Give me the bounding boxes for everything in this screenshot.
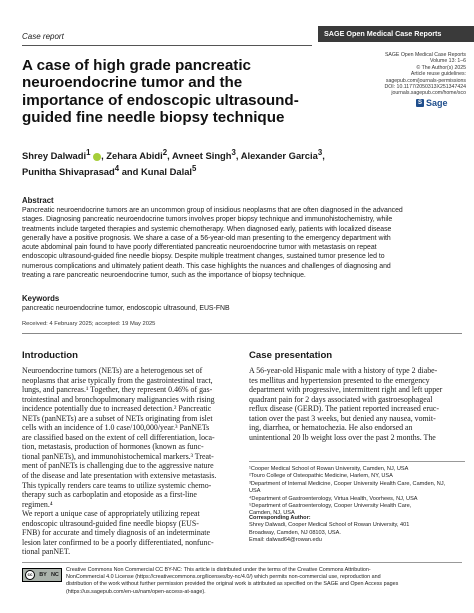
corresponding-line: Broadway, Camden, NJ 08103, USA. — [249, 529, 341, 536]
license-line[interactable]: (https://us.sagepub.com/en-us/nam/open-access-at-sage). — [66, 588, 206, 595]
header-divider — [22, 45, 312, 46]
body-line: tation over the past 3 weeks, but denied any nausea, vomit- — [249, 413, 436, 423]
author-name[interactable]: and Kunal Dalal — [119, 166, 193, 178]
corresponding-email-link[interactable]: Email: dalwad64@rowan.edu — [249, 537, 322, 544]
section-divider — [22, 333, 462, 334]
corresponding-author-block — [249, 515, 465, 545]
body-line: ment of panNETs is challenging due to the aggressive nature — [22, 461, 214, 471]
article-title — [22, 57, 352, 127]
abstract-line: treating a rare pancreatic neuroendocrine tumor, such as the importance of biopsy technique. — [22, 272, 306, 280]
affiliation-marker: 5 — [192, 164, 197, 174]
abstract-line: generally have a positive prognosis. We share a case of a 56-year-old man presenting to the emergency department with — [22, 234, 391, 242]
journal-meta-reuse: Article reuse guidelines: — [410, 71, 466, 78]
affiliation-marker: 4 — [114, 164, 120, 174]
license-line: Creative Commons Non Commercial CC BY-NC: This article is distributed under the terms of the Creative Commons Attribution- — [66, 567, 371, 573]
author-name[interactable]: Punitha Shivaprasad — [22, 166, 115, 178]
affiliation-line: ⁵Department of Gastroenterology, Cooper University Health Care, — [249, 503, 412, 510]
case-presentation-body — [249, 366, 465, 442]
abstract-line: stages. Diagnosing pancreatic neuroendocrine tumors involves proper biopsy technique and immunohistochemistry, while — [22, 216, 393, 224]
body-line: incidence potentially due to increased detection.² Pancreatic — [22, 404, 212, 414]
body-line: lesion later confirmed to be a poorly differentiated, nonfunc- — [22, 537, 214, 547]
body-line: quadrant pain for 2 days associated with gastroesophageal — [249, 394, 433, 404]
keywords-heading: Keywords — [22, 294, 60, 303]
license-line: distribution of the work without further permission provided the original work is attributed as specified on the SAGE and Open Access pages — [66, 581, 399, 588]
body-line: department with progressive, intermittent right and left upper — [249, 385, 443, 395]
body-line: lungs, and pancreas.¹ Together, they represent 0.46% of gas- — [22, 385, 213, 395]
affiliation-marker: 2 — [162, 148, 168, 157]
journal-meta-homepage-link[interactable]: journals.sagepub.com/home/sco — [391, 90, 466, 97]
author-name[interactable]: Shrey Dalwadi — [22, 150, 87, 162]
journal-meta-permissions-link[interactable]: sagepub.com/journals-permissions — [385, 77, 466, 84]
cc-nc-label: NC — [50, 572, 59, 578]
journal-meta-volume: Volume 13: 1–6 — [429, 58, 466, 65]
sage-logo-icon: S — [417, 100, 422, 106]
author-line — [22, 146, 462, 162]
body-line: This typically renders care teams to utilize systemic chemo- — [22, 480, 212, 490]
affiliation-marker: 3 — [231, 148, 236, 157]
title-line: A case of high grade pancreatic — [22, 57, 252, 74]
affiliation-marker: 3 — [317, 148, 323, 157]
author-line — [22, 162, 462, 178]
introduction-heading: Introduction — [22, 350, 78, 361]
title-line: neuroendocrine tumor and the — [22, 74, 243, 92]
author-name[interactable]: , Alexander Garcia — [235, 150, 318, 162]
title-line: guided fine needle biopsy technique — [22, 109, 285, 127]
introduction-body — [22, 366, 238, 557]
license-text — [66, 567, 466, 596]
body-line: tion, metastasis, production of hormones (known as func- — [22, 442, 204, 452]
affiliation-line: ³Department of Internal Medicine, Cooper University Health Care, Camden, NJ, — [249, 480, 446, 487]
journal-meta-copyright: © The Author(s) 2025 — [416, 64, 466, 71]
body-line: tional panNETs), and immunohistochemical markers.³ Treat- — [22, 451, 214, 461]
body-line: endoscopic ultrasound-guided fine needle biopsy (EUS- — [22, 518, 199, 528]
abstract-body — [22, 206, 462, 280]
body-line: of the disease and late presentation with extensive metastasis. — [22, 471, 217, 481]
cc-by-label: BY — [39, 572, 47, 578]
cc-icon: cc — [25, 570, 35, 580]
keywords-list: pancreatic neuroendocrine tumor, endoscopic ultrasound, EUS-FNB — [22, 305, 230, 312]
received-accepted-dates: Received: 4 February 2025; accepted: 19 May 2025 — [22, 321, 156, 327]
body-line: tional panNET. — [22, 547, 71, 557]
abstract-line: treatments include targeted therapies and systemic chemotherapy. When diagnosed early, patients with localized disease — [22, 225, 392, 233]
case-presentation-heading: Case presentation — [249, 350, 333, 361]
affiliation-line: Camden, NJ, USA — [249, 510, 295, 517]
orcid-icon[interactable] — [93, 153, 101, 161]
affiliations-block — [249, 466, 465, 518]
affiliation-line: USA — [249, 488, 261, 495]
affiliation-line: ⁴Department of Gastroenterology, Virtua Health, Voorhees, NJ, USA — [249, 495, 418, 502]
body-line: neoplasms that arise typically from the gastrointestinal tract, — [22, 375, 213, 385]
affiliation-marker: 1 — [86, 148, 91, 157]
body-line: therapy such as carboplatin and etoposide as a first-line — [22, 490, 197, 500]
journal-banner: SAGE Open Medical Case Reports — [318, 26, 474, 42]
abstract-line: endoscopic ultrasound-guided fine needle biopsy. Despite multiple treatment changes, sustained tumor presence led to — [22, 253, 385, 261]
publisher-logo — [416, 98, 448, 108]
affiliation-line: ²Touro College of Osteopathic Medicine, Harlem, NY, USA — [249, 473, 393, 480]
author-name[interactable]: , Avneet Singh — [167, 150, 232, 162]
license-line: NonCommercial 4.0 License (https://creativecommons.org/licenses/by-nc/4.0/) which permits non-commercial use, reproduction and — [66, 574, 381, 581]
journal-meta-name: SAGE Open Medical Case Reports — [384, 52, 466, 58]
footer-divider — [22, 562, 462, 563]
abstract-line: Pancreatic neuroendocrine tumors are an uncommon group of insidious neoplasms that are often diagnosed in the advanced — [22, 207, 403, 214]
body-line: Neuroendocrine tumors (NETs) are a heterogenous set of — [22, 366, 203, 375]
abstract-heading: Abstract — [22, 196, 54, 205]
body-line: A 56-year-old Hispanic male with a history of type 2 diabe- — [249, 366, 438, 375]
body-line: reflux disease (GERD). The patient reported increased eruc- — [249, 404, 440, 414]
abstract-line: acute abdominal pain found to have poorly differentiated pancreatic neuroendocrine tumor with metastasis on repeat — [22, 244, 377, 252]
article-type-label: Case report — [22, 32, 64, 41]
author-separator: , — [322, 150, 325, 162]
corresponding-author-label: Corresponding Author: — [249, 515, 311, 521]
author-list — [22, 146, 462, 178]
body-line: NETs (panNETs) are a subset of NETs originating from islet — [22, 413, 213, 423]
body-line: FNB) for accurate and timely diagnosis of an indeterminate — [22, 528, 210, 538]
journal-meta-doi[interactable]: DOI: 10.1177/2050313X251347424 — [384, 84, 466, 91]
body-line: unintentional 20 lb weight loss over the past 2 months. The — [249, 432, 436, 442]
body-line: cells with an incidence of 1.0 case/100,000/year.³ PanNETs — [22, 423, 210, 433]
body-line: regimen.⁴ — [22, 499, 53, 509]
corresponding-line: Shrey Dalwadi, Cooper Medical School of Rowan University, 401 — [249, 522, 410, 529]
abstract-line: numerous complications and ultimately patient death. This case highlights the nuances and challenges of diagnosing and — [22, 262, 391, 270]
title-line: importance of endoscopic ultrasound- — [22, 91, 299, 109]
body-line: We report a unique case of appropriately utilizing repeat — [22, 509, 200, 519]
creative-commons-badge[interactable] — [22, 568, 62, 582]
body-line: ing, diarrhea, or hematochezia. He also endorsed an — [249, 423, 413, 433]
publisher-logo-text: Sage — [426, 98, 448, 108]
journal-meta — [356, 52, 466, 97]
body-line: are classified based on the extent of cell differentiation, loca- — [22, 432, 215, 442]
affiliation-line: ¹Cooper Medical School of Rowan University, Camden, NJ, USA — [249, 466, 409, 472]
body-line: tes mellitus and hypertension presented to the emergency — [249, 375, 430, 385]
body-line: trointestinal and bronchopulmonary malignancies with rising — [22, 394, 215, 404]
affiliations-divider — [249, 461, 465, 462]
author-name[interactable]: , Zehara Abidi — [101, 150, 163, 162]
